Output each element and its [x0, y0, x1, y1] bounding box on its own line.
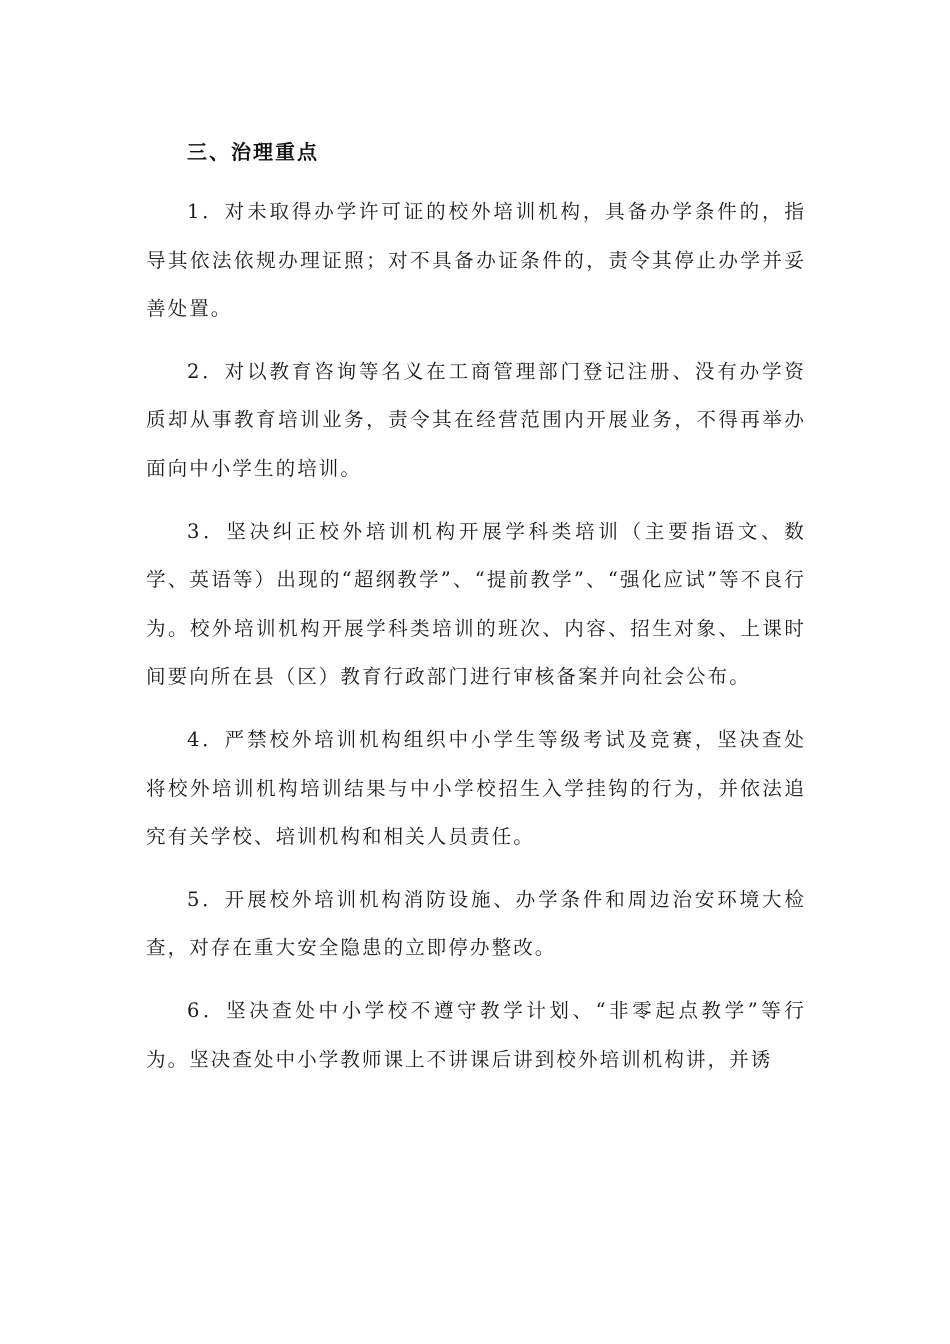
- paragraph-item-2: 2．对以教育咨询等名义在工商管理部门登记注册、没有办学资质却从事教育培训业务，责令其在经营范围内开展业务，不得再举办面向中小学生的培训。: [146, 359, 806, 480]
- paragraph-item-6: 6．坚决查处中小学校不遵守教学计划、“非零起点教学”等行为。坚决查处中小学教师课上不讲课后讲到校外培训机构讲，并诱: [146, 998, 806, 1071]
- document-body: [146, 136, 806, 1098]
- paragraph-item-5: 5．开展校外培训机构消防设施、办学条件和周边治安环境大检查，对存在重大安全隐患的立即停办整改。: [146, 887, 806, 960]
- paragraph-item-1: 1．对未取得办学许可证的校外培训机构，具备办学条件的，指导其依法依规办理证照；对不具备办证条件的，责令其停止办学并妥善处置。: [146, 200, 806, 321]
- section-heading: 三、治理重点: [187, 140, 319, 164]
- paragraph-item-4: 4．严禁校外培训机构组织中小学生等级考试及竞赛，坚决查处将校外培训机构培训结果与中小学校招生入学挂钩的行为，并依法追究有关学校、培训机构和相关人员责任。: [146, 727, 806, 849]
- paragraph-item-3: 3．坚决纠正校外培训机构开展学科类培训（主要指语文、数学、英语等）出现的“超纲教学”、“提前教学”、“强化应试”等不良行为。校外培训机构开展学科类培训的班次、内容、招生对象、上课时间要向所在县（区）教育行政部门进行审核备案并向社会公布。: [146, 519, 806, 689]
